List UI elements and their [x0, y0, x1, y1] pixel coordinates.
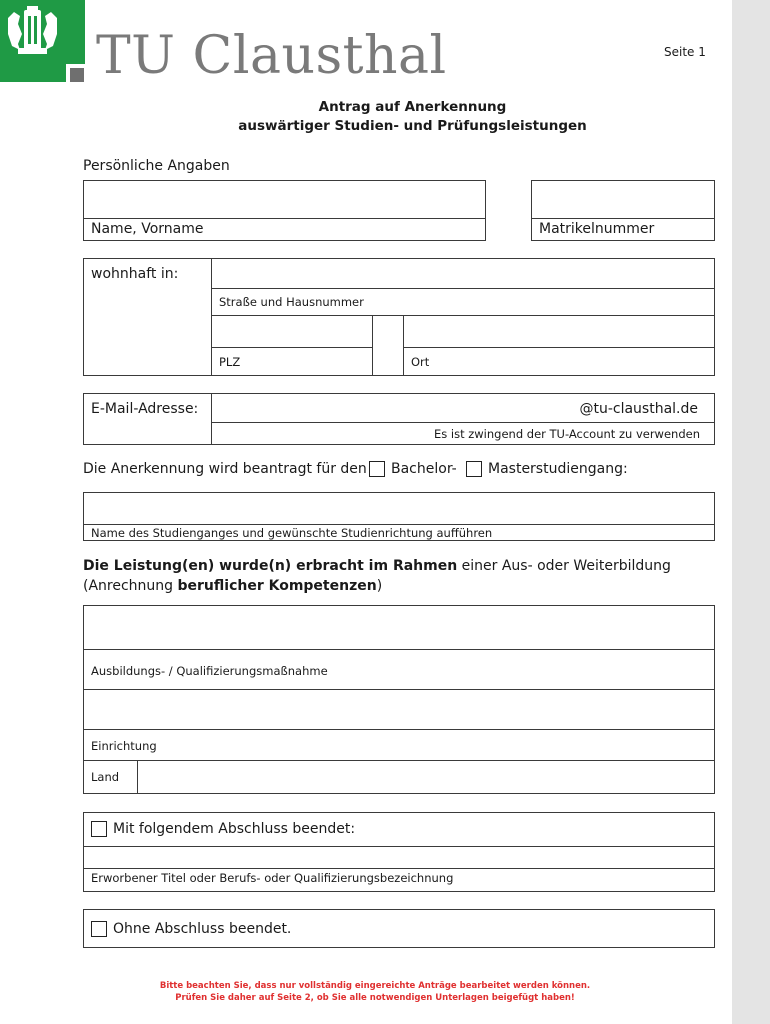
brand-wordmark: TU Clausthal: [96, 26, 447, 86]
heading-text-2: (Anrechnung: [83, 578, 178, 594]
divider: [532, 218, 714, 219]
heading-bold-1: Die Leistung(en) wurde(n) erbracht im Rahmen: [83, 558, 458, 574]
without-degree-label: Ohne Abschluss beendet.: [113, 921, 292, 937]
address-label: wohnhaft in:: [91, 266, 179, 282]
with-degree-checkbox[interactable]: [91, 821, 107, 837]
program-field[interactable]: [83, 492, 715, 541]
divider: [403, 347, 714, 348]
matrikel-label: Matrikelnummer: [539, 221, 655, 237]
form-title: [0, 98, 770, 136]
name-field[interactable]: [83, 180, 486, 241]
country-label: Land: [91, 770, 120, 784]
country-input[interactable]: [138, 761, 714, 793]
divider: [84, 868, 714, 869]
bachelor-label: Bachelor-: [391, 461, 457, 477]
divider: [84, 729, 714, 730]
without-degree-block: [83, 909, 715, 948]
training-heading: [83, 556, 671, 596]
footer-note-1: Bitte beachten Sie, dass nur vollständig eingereichte Anträge bearbeitet werden können.: [159, 981, 591, 991]
page-number: Seite 1: [664, 45, 706, 59]
footer-note-2: Prüfen Sie daher auf Seite 2, ob Sie alle notwendigen Unterlagen beigefügt haben!: [175, 993, 575, 1003]
personal-section-label: Persönliche Angaben: [83, 158, 230, 174]
logo-square: [70, 68, 84, 82]
heading-bold-2: beruflicher Kompetenzen: [177, 578, 377, 594]
divider: [84, 524, 714, 525]
bachelor-checkbox[interactable]: [369, 461, 385, 477]
matrikel-field[interactable]: [531, 180, 715, 241]
heading-text-3: ): [376, 578, 383, 594]
street-input[interactable]: [212, 259, 714, 288]
measure-label: Ausbildungs- / Qualifizierungsmaßnahme: [91, 664, 328, 678]
name-label: Name, Vorname: [91, 221, 204, 237]
divider: [211, 347, 372, 348]
institution-label: Einrichtung: [91, 739, 157, 753]
footer-note: [0, 980, 750, 1004]
with-degree-block: [83, 812, 715, 892]
divider: [84, 218, 485, 219]
degree-title-input[interactable]: [84, 847, 714, 868]
with-degree-label: Mit folgendem Abschluss beendet:: [113, 821, 356, 837]
plz-label: PLZ: [219, 355, 241, 369]
plz-input[interactable]: [212, 316, 372, 347]
divider: [84, 649, 714, 650]
address-block: [83, 258, 715, 376]
ort-input[interactable]: [404, 316, 714, 347]
title-line-2: auswärtiger Studien- und Prüfungsleistungen: [238, 118, 587, 134]
degree-prefix: Die Anerkennung wird beantragt für den: [83, 461, 367, 477]
title-line-1: Antrag auf Anerkennung: [318, 99, 507, 115]
institution-input[interactable]: [84, 690, 714, 729]
email-block: [83, 393, 715, 445]
program-hint: Name des Studienganges und gewünschte Studienrichtung aufführen: [91, 526, 493, 540]
divider: [211, 422, 714, 423]
training-block: [83, 605, 715, 794]
email-hint: Es ist zwingend der TU-Account zu verwenden: [433, 427, 700, 441]
email-domain: @tu-clausthal.de: [579, 401, 698, 417]
divider: [372, 315, 373, 375]
master-label: Masterstudiengang:: [488, 461, 628, 477]
measure-input[interactable]: [84, 606, 714, 649]
without-degree-checkbox[interactable]: [91, 921, 107, 937]
divider: [211, 288, 714, 289]
page-scrollbar[interactable]: [732, 0, 770, 1024]
master-checkbox[interactable]: [466, 461, 482, 477]
heading-text-1: einer Aus- oder Weiterbildung: [457, 558, 671, 574]
street-label: Straße und Hausnummer: [219, 295, 364, 309]
ort-label: Ort: [411, 355, 430, 369]
degree-title-label: Erworbener Titel oder Berufs- oder Qualifizierungsbezeichnung: [91, 871, 454, 885]
email-label: E-Mail-Adresse:: [91, 401, 199, 417]
